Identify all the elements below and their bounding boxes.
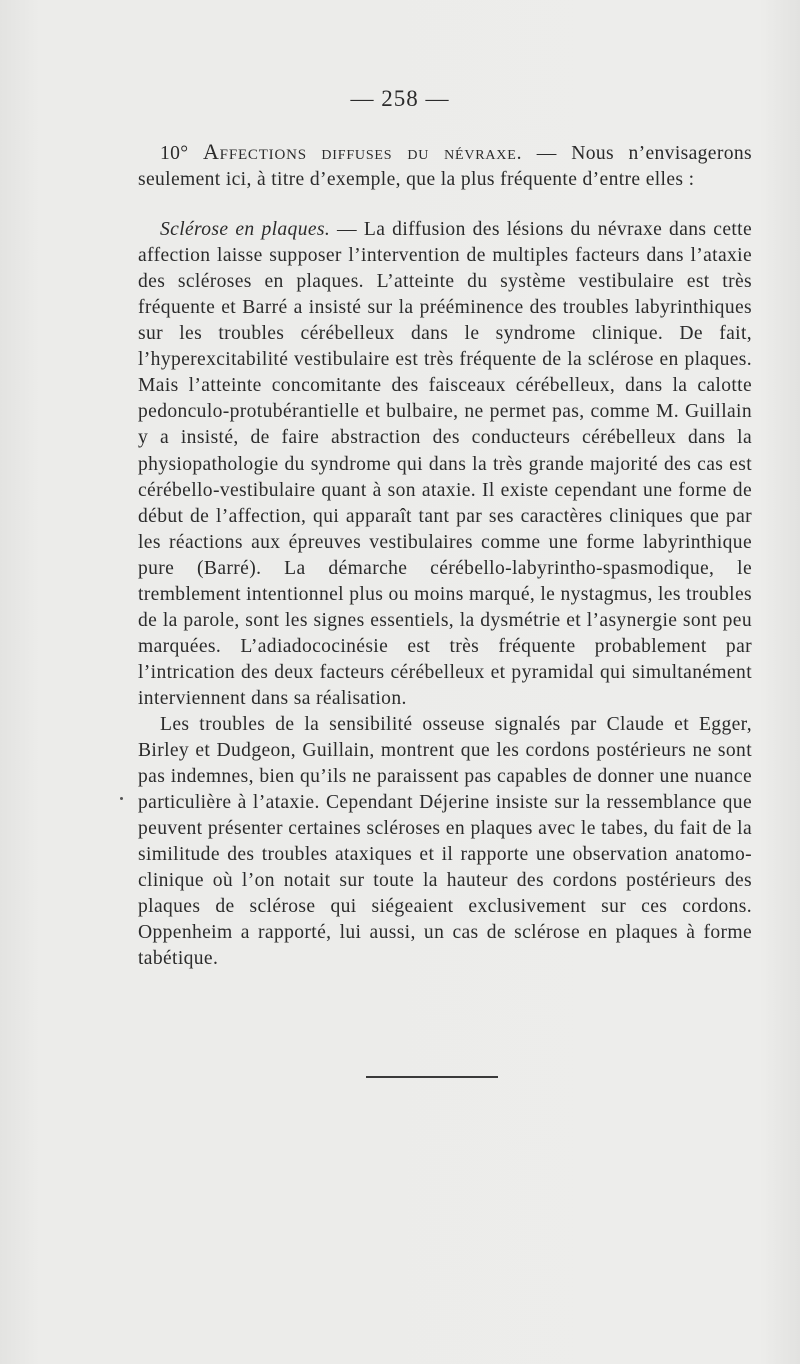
subsection-paragraph-1 [138, 217, 752, 712]
end-rule [366, 1076, 498, 1078]
print-speck [120, 797, 123, 800]
body-text [138, 139, 752, 972]
subsection-title: Sclérose en plaques. [160, 219, 331, 241]
subsection-paragraph-2: Les troubles de la sensibilité osseuse signalés par Claude et Egger, Birley et Dudgeon, Guillain, montrent que les cordons postérieurs ne sont pas indemnes, bien qu’ils ne paraissent pas capables de donner une nuance particulière à l’ataxie. Cependant Déjerine insiste sur la ressemblance que peuvent présenter certaines scléroses en plaques avec le tabes, du fait de la similitude des troubles ataxiques et il rapporte une observation anatomo-clinique où l’on notait sur toute la hauteur des cordons postérieurs des plaques de sclérose qui siégeaient exclusivement sur ces cordons. Oppenheim a rapporté, lui aussi, un cas de sclérose en plaques à forme tabétique. [138, 713, 752, 970]
section-number: 10° [160, 143, 189, 164]
section-heading-first-word: Affections [202, 139, 307, 164]
page-number: — 258 — [350, 86, 450, 111]
section-intro-text: — Nous n’envisagerons seulement ici, à titre d’exemple, que la plus fréquente d’entre elles : [138, 143, 752, 191]
section-heading-rest: diffuses du névraxe. [321, 143, 523, 164]
section-intro-paragraph [138, 139, 752, 193]
subsection-paragraph-1-text: — La diffusion des lésions du névraxe dans cette affection laisse supposer l’intervention de multiples facteurs dans l’ataxie des scléroses en plaques. L’atteinte du système vestibulaire est très fréquente et Barré a insisté sur la prééminence des troubles labyrinthiques sur les troubles cérébelleux dans le syndrome clinique. De fait, l’hyperexcitabilité vestibulaire est très fréquente de la sclérose en plaques. Mais l’atteinte concomitante des faisceaux cérébelleux, dans la calotte pedonculo-protubérantielle et bulbaire, ne permet pas, comme M. Guillain y a insisté, de faire abstraction des conducteurs cérébelleux dans la physiopathologie du syndrome qui dans la très grande majorité des cas est cérébello-vestibulaire quant à son ataxie. Il existe cependant une forme de début de l’affection, qui apparaît tant par ses caractères cliniques que par les réactions aux épreuves vestibulaires comme une forme labyrinthique pure (Barré). La démarche cérébello-labyrintho-spasmodique, le tremblement intentionnel plus ou moins marqué, le nystagmus, les troubles de la parole, sont les signes essentiels, la dysmétrie et l’asynergie sont peu marquées. L’adiadococinésie est très fréquente probablement par l’intrication des deux facteurs cérébelleux et pyramidal qui simultanément interviennent dans sa réalisation. [138, 219, 753, 709]
